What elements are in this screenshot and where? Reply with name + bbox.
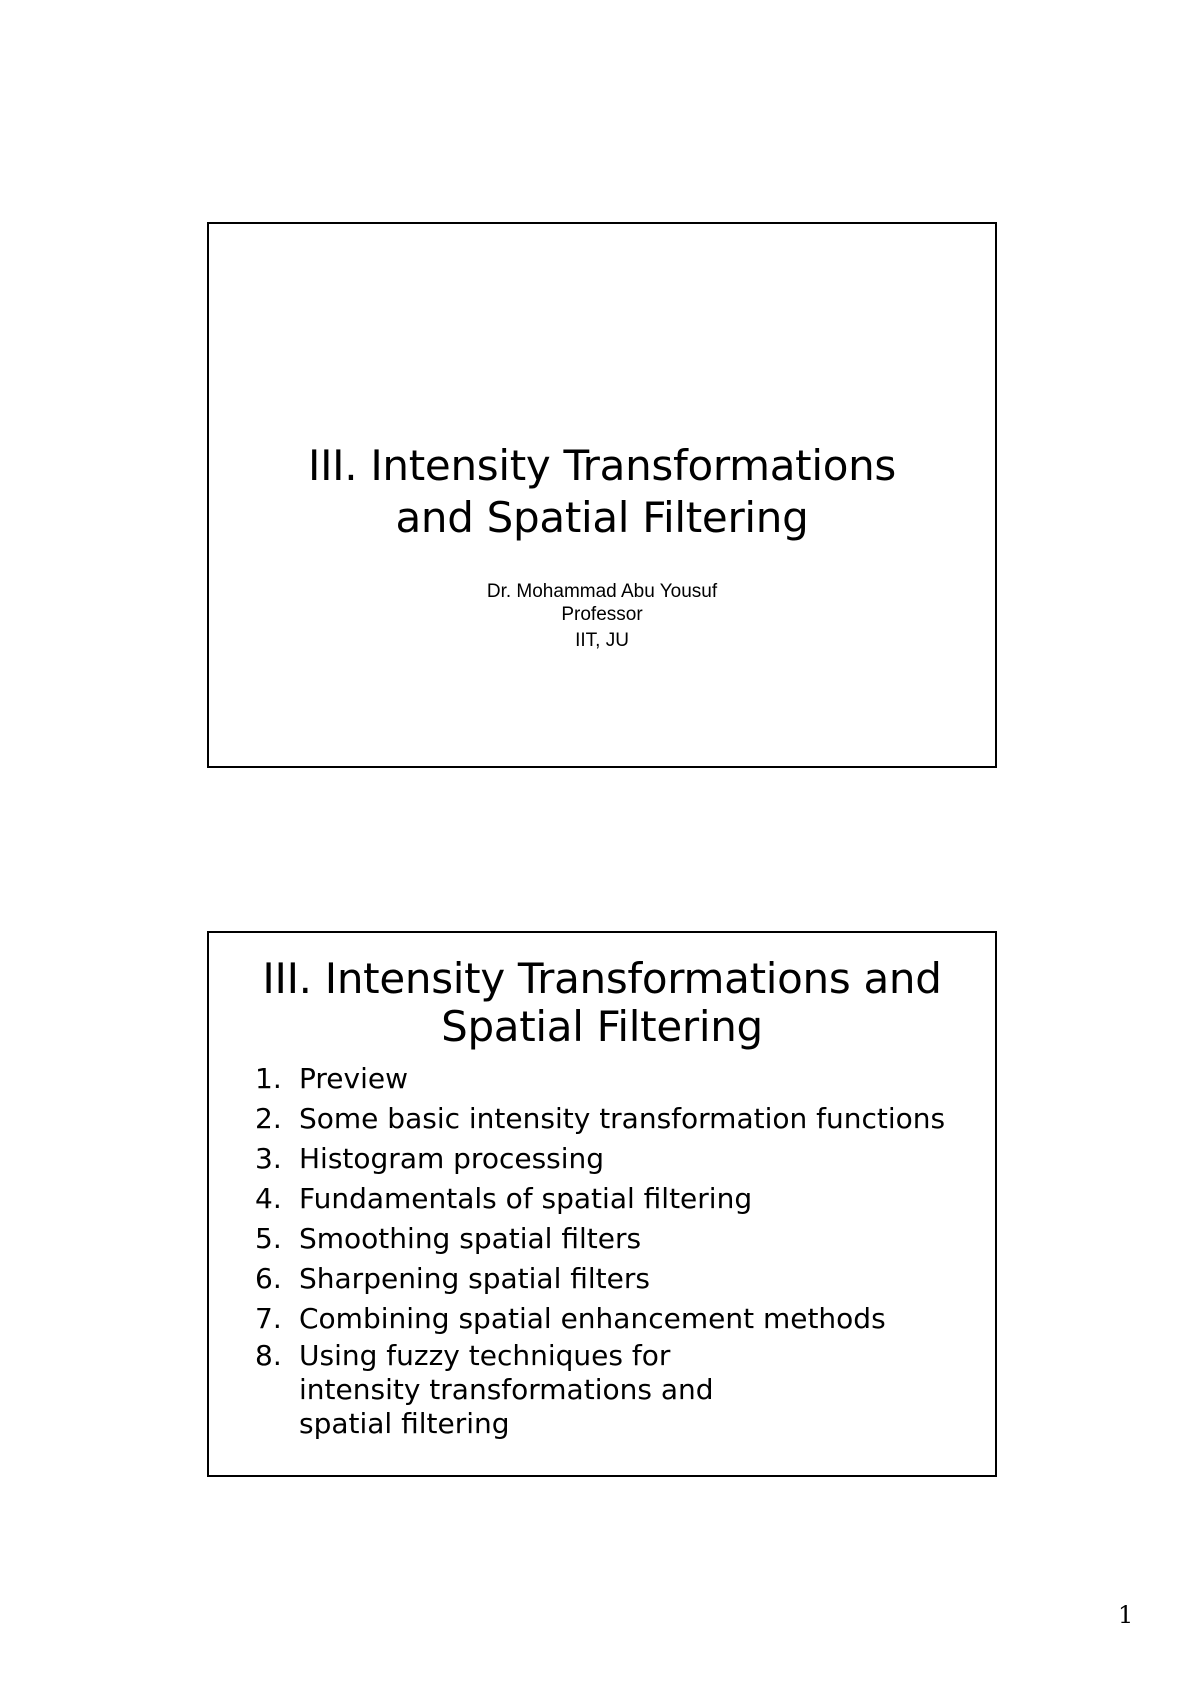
list-item-number: 3. [255, 1142, 282, 1175]
list-item [255, 1219, 945, 1259]
author-role: Professor [561, 604, 643, 625]
outline-title-line-2: Spatial Filtering [441, 1002, 763, 1051]
outline-list [255, 1059, 945, 1441]
list-item-text: Smoothing spatial filters [299, 1222, 642, 1255]
list-item-number: 8. [255, 1339, 282, 1372]
list-item-text: Combining spatial enhancement methods [299, 1302, 886, 1335]
list-item [255, 1299, 945, 1339]
list-item-text: Preview [299, 1062, 408, 1095]
outline-title-line-1: III. Intensity Transformations and [262, 954, 942, 1003]
list-item-text: Using fuzzy techniques for intensity transformations and spatial filtering [299, 1339, 714, 1440]
slide-title-line-1: III. Intensity Transformations [307, 441, 896, 490]
list-item-text: Sharpening spatial filters [299, 1262, 650, 1295]
author-name: Dr. Mohammad Abu Yousuf [486, 581, 718, 602]
list-item [255, 1099, 945, 1139]
list-item [255, 1339, 799, 1441]
list-item [255, 1179, 945, 1219]
outline-slide [207, 931, 997, 1477]
author-affiliation: IIT, JU [575, 630, 629, 651]
list-item-number: 5. [255, 1222, 282, 1255]
list-item [255, 1139, 945, 1179]
list-item-number: 1. [255, 1062, 282, 1095]
title-slide [207, 222, 997, 768]
page-number: 1 [1118, 1601, 1134, 1629]
list-item-number: 2. [255, 1102, 282, 1135]
list-item [255, 1259, 945, 1299]
list-item-text: Fundamentals of spatial filtering [299, 1182, 753, 1215]
list-item-number: 7. [255, 1302, 282, 1335]
outline-title [209, 955, 995, 1051]
list-item-text: Some basic intensity transformation functions [299, 1102, 946, 1135]
slide-title-line-2: and Spatial Filtering [395, 493, 809, 542]
author-block [209, 580, 995, 652]
list-item [255, 1059, 945, 1099]
list-item-number: 4. [255, 1182, 282, 1215]
list-item-text: Histogram processing [299, 1142, 605, 1175]
list-item-number: 6. [255, 1262, 282, 1295]
slide-title [209, 440, 995, 544]
